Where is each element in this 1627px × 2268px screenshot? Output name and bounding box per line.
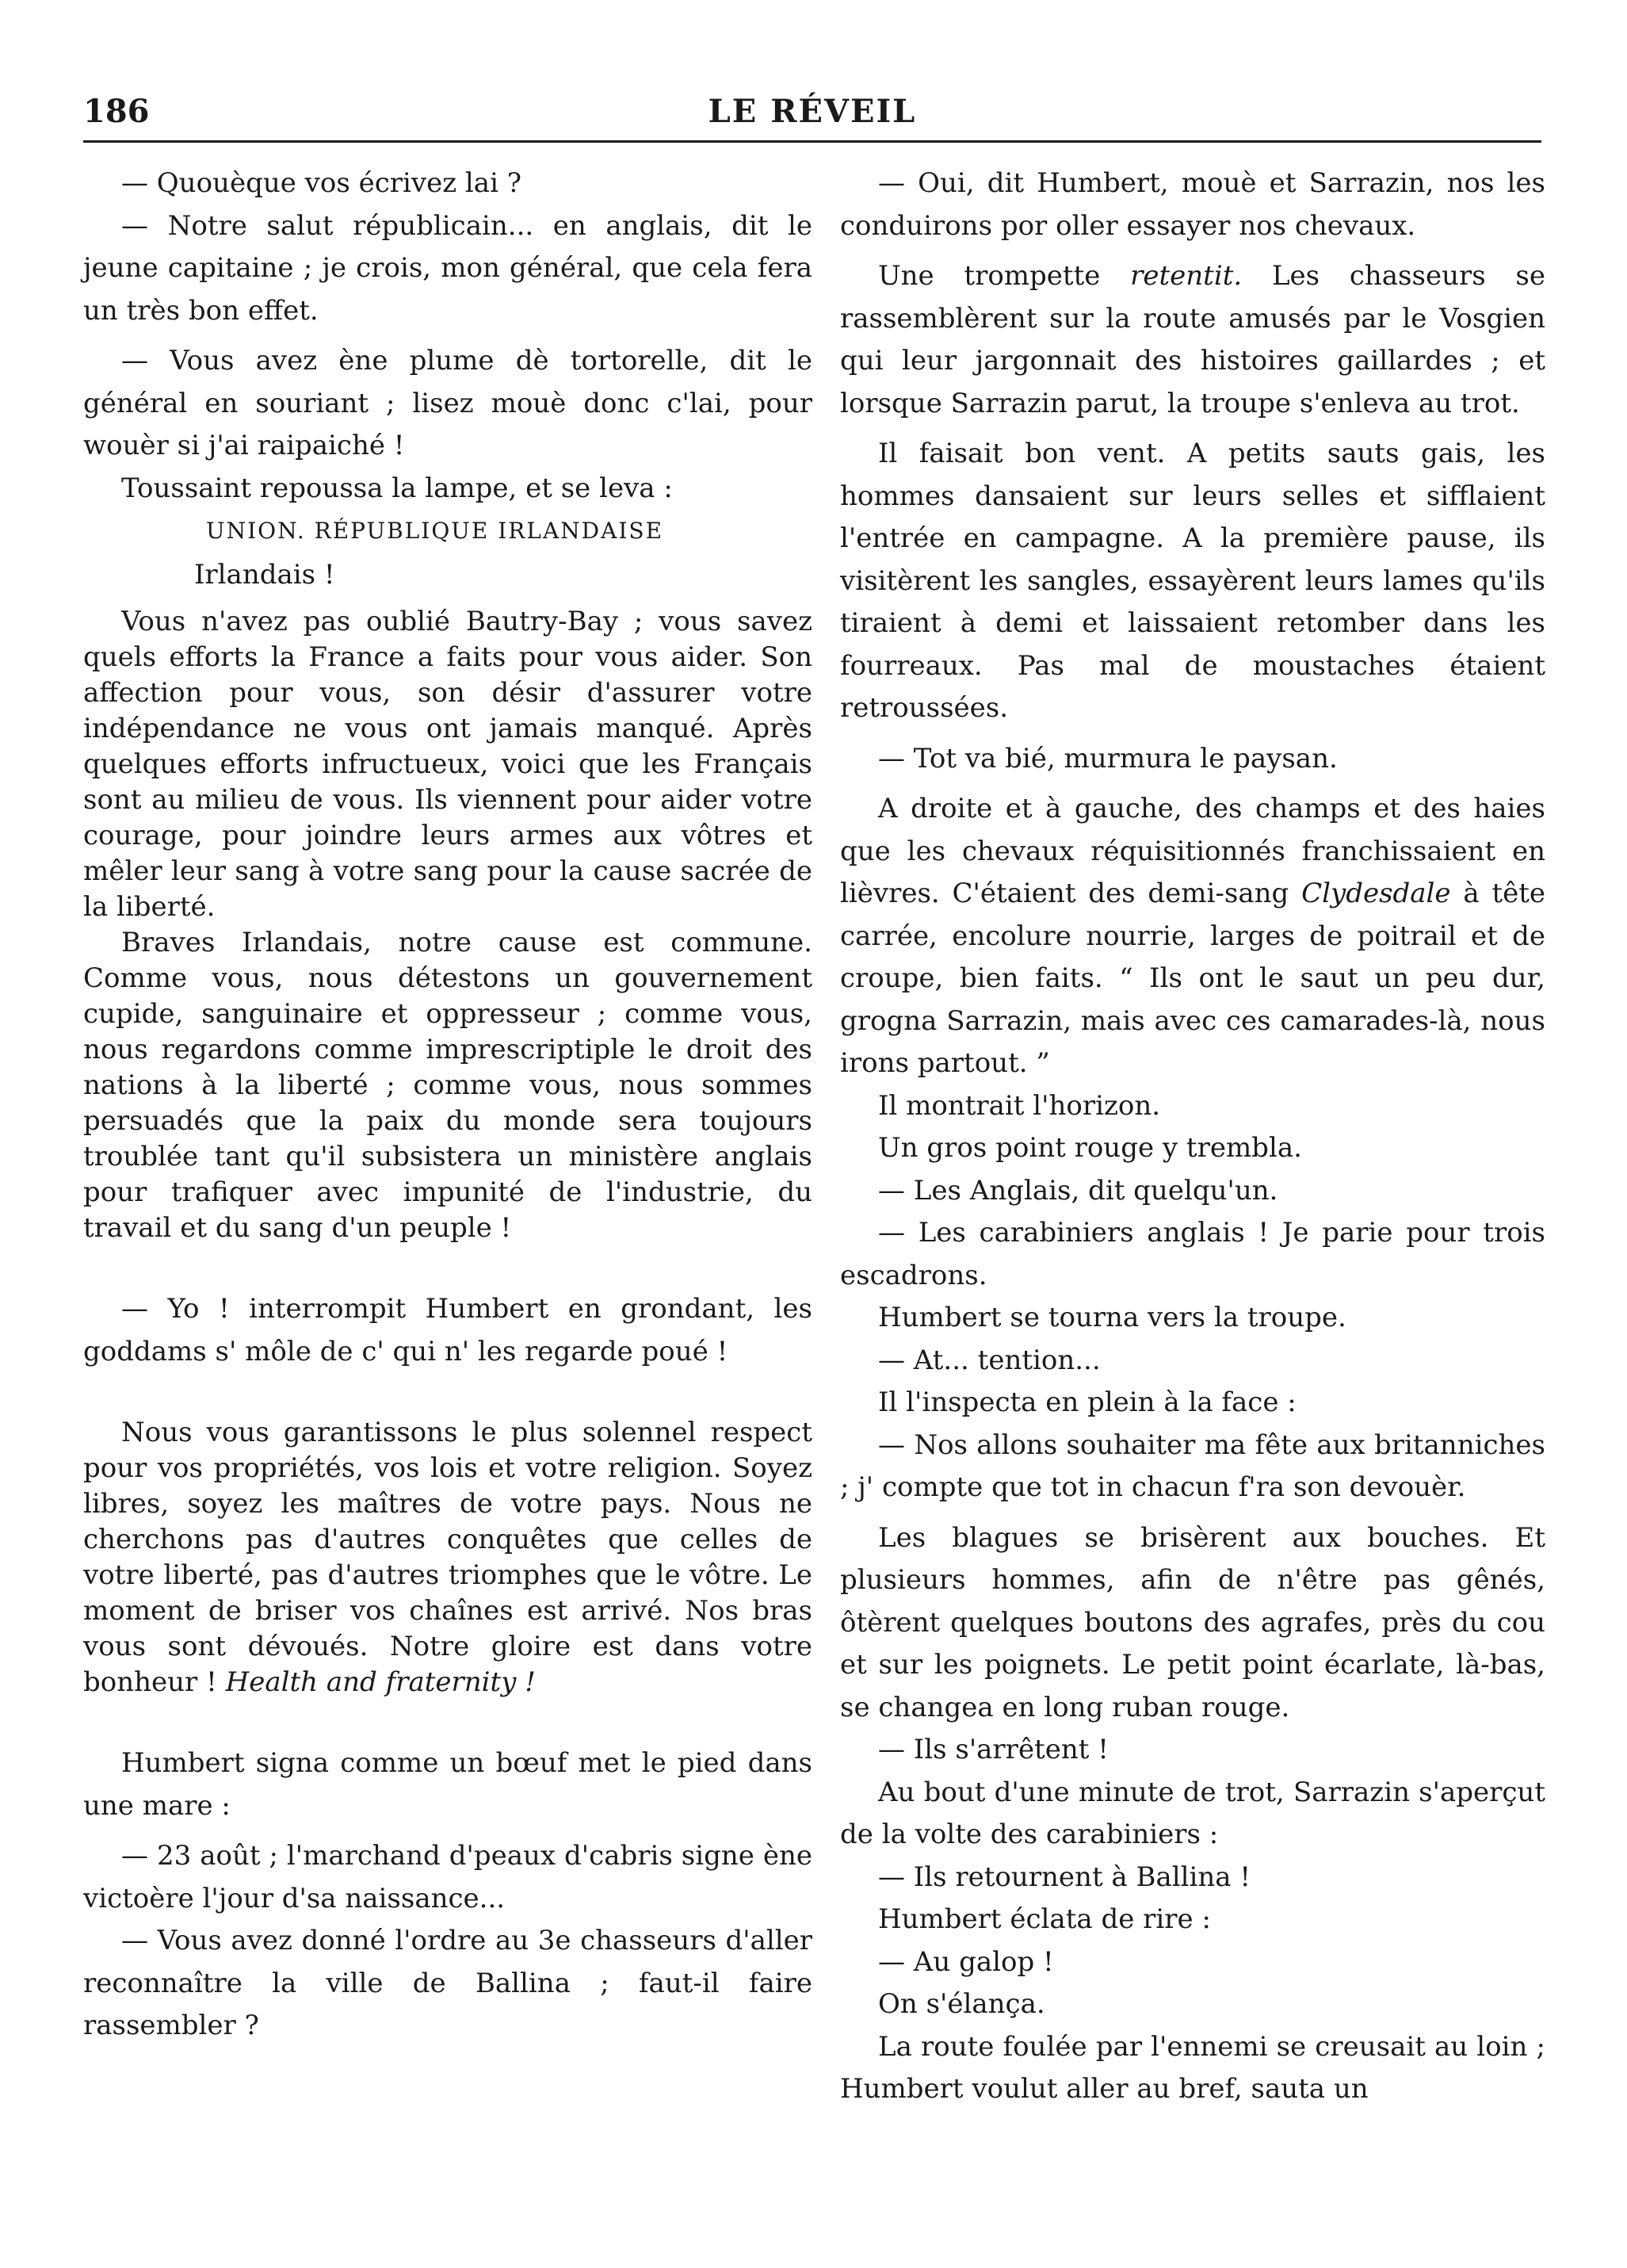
paragraph: — Ils retournent à Ballina ! bbox=[878, 1861, 1251, 1893]
paragraph: Un gros point rouge y trembla. bbox=[878, 1132, 1302, 1164]
paragraph: — Yo ! interrompit Humbert en grondant, les goddams s' môle de c' qui n' les regarde poué ! bbox=[83, 1293, 812, 1367]
paragraph: La route foulée par l'ennemi se creusait au loin ; Humbert voulut aller au bref, sauta un bbox=[840, 2030, 1545, 2105]
paragraph: Humbert signa comme un bœuf met le pied dans une mare : bbox=[83, 1747, 812, 1822]
paragraph: — Ils s'arrêtent ! bbox=[878, 1734, 1109, 1765]
paragraph bbox=[840, 255, 1545, 425]
right-column bbox=[840, 163, 1545, 2111]
paragraph bbox=[83, 1415, 812, 1700]
paragraph: — 23 août ; l'marchand d'peaux d'cabris signe ène victoère l'jour d'sa naissance... bbox=[83, 1840, 812, 1914]
paragraph: Les blagues se brisèrent aux bouches. Et plusieurs hommes, afin de n'être pas gênés, ôtèrent quelques boutons des agrafes, près du cou et sur les poignets. Le petit point écarlate, là-bas, se changea en long ruban rouge. bbox=[840, 1521, 1545, 1723]
paragraph: — At... tention... bbox=[878, 1344, 1101, 1376]
italic-text: Health and fraternity ! bbox=[225, 1666, 536, 1698]
paragraph: — Quouèque vos écrivez lai ? bbox=[121, 167, 521, 199]
paragraph: — Oui, dit Humbert, mouè et Sarrazin, nos les conduirons por oller essayer nos chevaux. bbox=[840, 167, 1545, 242]
header-rule bbox=[83, 140, 1541, 143]
paragraph: Il faisait bon vent. A petits sauts gais, les hommes dansaient sur leurs selles et sifflaient l'entrée en campagne. A la première pause, ils visitèrent les sangles, essayèrent leurs lames qu'ils tiraient à demi et laissaient retomber dans les fourreaux. Pas mal de moustaches étaient retroussées. bbox=[840, 438, 1545, 724]
paragraph: On s'élança. bbox=[878, 1988, 1045, 2020]
paragraph: Au bout d'une minute de trot, Sarrazin s'aperçut de la volte des carabiniers : bbox=[840, 1776, 1545, 1850]
paragraph: Braves Irlandais, notre cause est commune. Comme vous, nous détestons un gouvernement cupide, sanguinaire et oppresseur ; comme vous, nous regardons comme imprescriptiple le droit des nations à la liberté ; comme vous, nous sommes persuadés que la paix du monde sera toujours troublée tant qu'il subsistera un ministère anglais pour trafiquer avec impunité de l'industrie, du travail et du sang d'un peuple ! bbox=[83, 927, 812, 1244]
italic-text: Clydesdale bbox=[1301, 878, 1451, 909]
paragraph: Vous n'avez pas oublié Bautry-Bay ; vous savez quels efforts la France a faits pour vous aider. Son affection pour vous, son désir d'assurer votre indépendance ne vous ont jamais manqué. Après quelques efforts infructueux, voici que les Français sont au milieu de vous. Ils viennent pour aider votre courage, pour joindre leurs armes aux vôtres et mêler leur sang à votre sang pour la cause sacrée de la liberté. bbox=[83, 606, 812, 923]
paragraph: Humbert se tourna vers la troupe. bbox=[878, 1302, 1346, 1333]
paragraph: — Vous avez donné l'ordre au 3e chasseurs d'aller reconnaître la ville de Ballina ; faut-il faire rassembler ? bbox=[83, 1925, 812, 2041]
paragraph bbox=[840, 788, 1545, 1085]
paragraph: Il l'inspecta en plein à la face : bbox=[878, 1386, 1297, 1418]
paragraph: — Vous avez ène plume dè tortorelle, dit le général en souriant ; lisez mouè donc c'lai, pour wouèr si j'ai raipaiché ! bbox=[83, 345, 812, 461]
proclamation-heading: UNION. RÉPUBLIQUE IRLANDAISE bbox=[206, 518, 664, 544]
paragraph: — Au galop ! bbox=[878, 1945, 1054, 1978]
page-header bbox=[83, 83, 1541, 139]
paragraph: — Tot va bié, murmura le paysan. bbox=[878, 742, 1338, 774]
paragraph: — Nos allons souhaiter ma fête aux britanniches ; j' compte que tot in chacun f'ra son devouèr. bbox=[840, 1428, 1545, 1503]
page-number: 186 bbox=[83, 93, 150, 130]
paragraph: — Notre salut républicain... en anglais, dit le jeune capitaine ; je crois, mon général, que cela fera un très bon effet. bbox=[83, 209, 812, 327]
paragraph-text: Une trompette bbox=[878, 260, 1101, 292]
paragraph: — Les carabiniers anglais ! Je parie pour trois escadrons. bbox=[840, 1217, 1545, 1291]
proclamation-salutation: Irlandais ! bbox=[194, 558, 335, 591]
paragraph-text: à tête carrée, encolure nourrie, larges de poitrail et de croupe, bien faits. “ Ils ont le saut un peu dur, grogna Sarrazin, mais avec ces camarades-là, nous irons partout. ” bbox=[840, 878, 1546, 1079]
italic-text: retentit. bbox=[1130, 260, 1243, 292]
paragraph: Toussaint repoussa la lampe, et se leva : bbox=[121, 472, 673, 504]
paragraph: Il montrait l'horizon. bbox=[878, 1089, 1161, 1122]
paragraph: — Les Anglais, dit quelqu'un. bbox=[878, 1174, 1278, 1207]
paragraph-text: Nous vous garantissons le plus solennel respect pour vos propriétés, vos lois et votre religion. Soyez libres, soyez les maîtres de votre pays. Nous ne cherchons pas d'autres conquêtes que celles de votre liberté, pas d'autres triomphes que le vôtre. Le moment de briser vos chaînes est arrivé. Nos bras vous sont dévoués. Notre gloire est dans votre bonheur ! bbox=[83, 1417, 812, 1698]
paragraph: Humbert éclata de rire : bbox=[878, 1903, 1211, 1935]
paragraph-text: Les chasseurs se rassemblèrent sur la route amusés par le Vosgien qui leur jargonnait des histoires gaillardes ; et lorsque Sarrazin parut, la troupe s'enleva au trot. bbox=[840, 260, 1545, 419]
running-title: LE RÉVEIL bbox=[708, 93, 917, 130]
paragraph-text: A droite et à gauche, des champs et des haies que les chevaux réquisitionnés franchissaient en lièvres. C'étaient des demi-sang bbox=[840, 793, 1545, 909]
left-column bbox=[83, 163, 812, 2048]
